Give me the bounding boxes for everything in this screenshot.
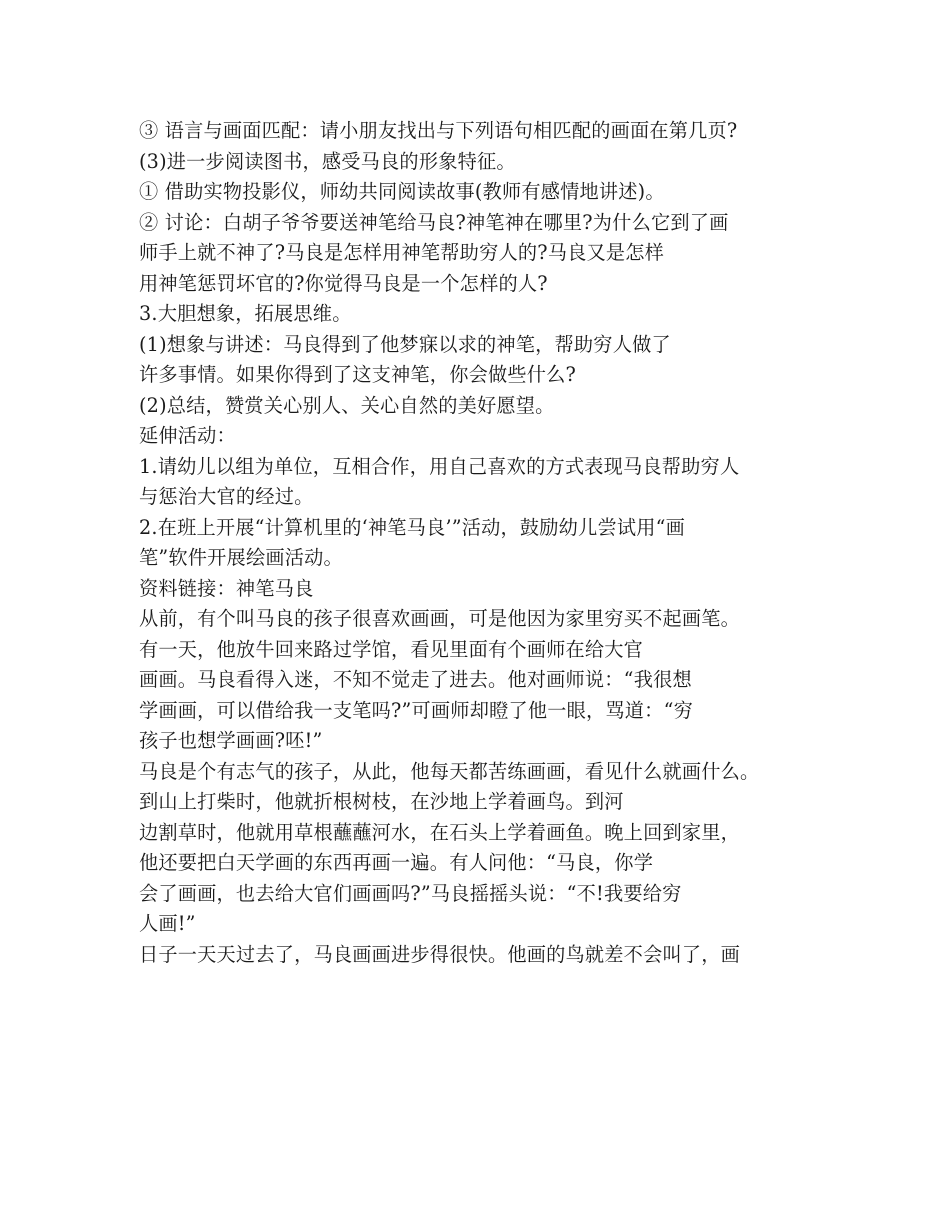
document-body <box>139 116 839 970</box>
text-line: 人画!” <box>139 912 196 935</box>
text-line: 用神笔惩罚坏官的?你觉得马良是一个怎样的人? <box>139 271 548 295</box>
text-line: 马良是个有志气的孩子，从此，他每天都苦练画画，看见什么就画什么。 <box>139 759 760 783</box>
section-heading: 延伸活动： <box>139 424 236 447</box>
section-heading: 3.大胆想象，拓展思维。 <box>139 302 352 325</box>
text-line: 日子一天天过去了，马良画画进步得很快。他画的鸟就差不会叫了，画 <box>139 942 741 966</box>
text-line: ③ 语言与画面匹配：请小朋友找出与下列语句相匹配的画面在第几页? <box>139 119 738 142</box>
text-line: 与惩治大官的经过。 <box>139 485 314 508</box>
text-line: 2.在班上开展“计算机里的‘神笔马良’”活动，鼓励幼儿尝试用“画 <box>139 515 686 539</box>
text-line: (1)想象与讲述：马良得到了他梦寐以求的神笔，帮助穷人做了 <box>139 332 671 356</box>
text-line: 许多事情。如果你得到了这支神笔，你会做些什么? <box>139 363 577 386</box>
text-line: 笔”软件开展绘画活动。 <box>139 546 343 569</box>
text-line: 有一天，他放牛回来路过学馆，看见里面有个画师在给大官 <box>139 637 644 661</box>
text-line: 他还要把白天学画的东西再画一遍。有人问他：“马良，你学 <box>139 851 654 874</box>
text-line: 会了画画，也去给大官们画画吗?”马良摇摇头说：“不!我要给穷 <box>139 881 682 905</box>
text-line: 到山上打柴时，他就折根树枝，在沙地上学着画鸟。到河 <box>139 790 624 813</box>
text-line: ② 讨论：白胡子爷爷要送神笔给马良?神笔神在哪里?为什么它到了画 <box>139 210 729 234</box>
text-line: (3)进一步阅读图书，感受马良的形象特征。 <box>139 149 516 173</box>
text-line: 画画。马良看得入迷，不知不觉走了进去。他对画师说：“我很想 <box>139 668 692 691</box>
text-line: (2)总结，赞赏关心别人、关心自然的美好愿望。 <box>139 393 555 417</box>
text-line: 学画画，可以借给我一支笔吗?”可画师却瞪了他一眼，骂道：“穷 <box>139 698 693 722</box>
text-line: 1.请幼儿以组为单位，互相合作，用自己喜欢的方式表现马良帮助穷人 <box>139 454 740 478</box>
text-line: 孩子也想学画画?呸!” <box>139 729 323 752</box>
section-heading: 资料链接：神笔马良 <box>139 576 314 600</box>
text-line: 边割草时，他就用草根蘸蘸河水，在石头上学着画鱼。晚上回到家里， <box>139 820 741 844</box>
text-line: ① 借助实物投影仪，师幼共同阅读故事(教师有感情地讲述)。 <box>139 180 665 203</box>
text-line: 师手上就不神了?马良是怎样用神笔帮助穷人的?马良又是怎样 <box>139 241 665 264</box>
text-line: 从前，有个叫马良的孩子很喜欢画画，可是他因为家里穷买不起画笔。 <box>139 607 741 630</box>
